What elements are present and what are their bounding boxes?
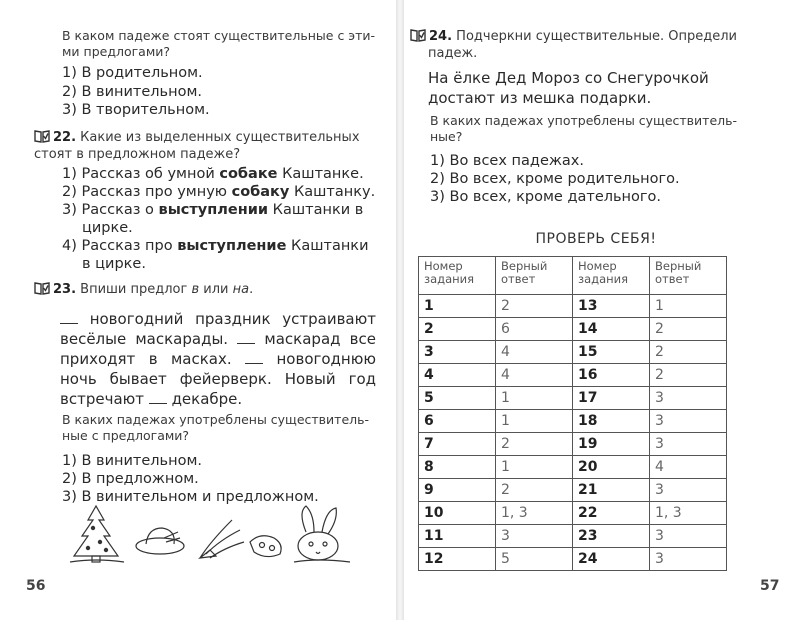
header-correct-answer: Верный ответ xyxy=(496,257,573,295)
option-continuation: цирке. xyxy=(82,220,133,236)
option-text: 3) Рассказ о xyxy=(62,202,159,218)
task-24-sentence-line: достают из мешка подарки. xyxy=(428,89,652,107)
task-24-question-line: ные? xyxy=(430,129,463,144)
task-number-cell: 20 xyxy=(573,456,650,479)
answer-cell: 4 xyxy=(496,364,573,387)
table-row xyxy=(419,295,727,318)
table-row xyxy=(419,525,727,548)
table-row xyxy=(419,364,727,387)
answer-cell: 2 xyxy=(496,479,573,502)
answer-cell: 3 xyxy=(650,433,727,456)
task-24-number: 24. xyxy=(429,29,453,44)
highlighted-noun: выступлении xyxy=(158,202,269,218)
task-number-cell: 19 xyxy=(573,433,650,456)
table-row xyxy=(419,456,727,479)
right-page xyxy=(404,0,800,620)
task-number-cell: 22 xyxy=(573,502,650,525)
answer-cell: 4 xyxy=(650,456,727,479)
task-number-cell: 23 xyxy=(573,525,650,548)
table-row xyxy=(419,548,727,571)
task-23-question xyxy=(62,412,384,444)
answer-cell: 2 xyxy=(496,295,573,318)
task-23-instruction: или xyxy=(199,282,233,297)
hat-icon xyxy=(136,528,184,554)
answer-cell: 1 xyxy=(496,387,573,410)
intro-option: 3) В творительном. xyxy=(62,102,210,118)
task-24-instruction: Подчеркни существительные. Определи xyxy=(456,29,737,44)
task-22-question-line: Какие из выделенных существительных xyxy=(80,130,360,145)
left-page xyxy=(0,0,396,620)
task-22-option xyxy=(62,237,382,255)
page-number-left: 56 xyxy=(26,578,46,594)
blank-line xyxy=(149,390,167,404)
task-24-header xyxy=(410,28,794,45)
answer-cell: 2 xyxy=(650,341,727,364)
task-22-header xyxy=(34,129,384,146)
christmas-tree-icon xyxy=(70,506,124,562)
answer-cell: 5 xyxy=(496,548,573,571)
task-23-options xyxy=(62,452,319,506)
task-23-sentence: новогоднюю ночь бывает фейерверк. Новый год встречают xyxy=(60,350,376,408)
task-23-instruction: Впиши предлог xyxy=(80,282,192,297)
page-number-right: 57 xyxy=(760,578,780,594)
blank-line xyxy=(60,310,78,324)
book-check-icon xyxy=(34,129,50,143)
option-text: 1) Рассказ об умной xyxy=(62,166,220,182)
highlighted-noun: собаке xyxy=(219,166,278,182)
answer-cell: 6 xyxy=(496,318,573,341)
answers-table xyxy=(418,256,727,571)
blank-line xyxy=(245,350,263,364)
answer-cell: 3 xyxy=(650,548,727,571)
task-number-cell: 16 xyxy=(573,364,650,387)
book-check-icon xyxy=(34,281,50,295)
option-text: 4) Рассказ про xyxy=(62,238,178,254)
answer-cell: 1, 3 xyxy=(496,502,573,525)
preposition-v: в xyxy=(191,282,200,297)
answer-cell: 2 xyxy=(650,318,727,341)
task-number-cell: 4 xyxy=(419,364,496,387)
task-23-instruction: . xyxy=(249,282,254,297)
blank-line xyxy=(237,330,255,344)
task-24-question-line: В каких падежах употреблены существитель- xyxy=(430,113,738,128)
book-gutter xyxy=(396,0,404,620)
option-text: Каштанке. xyxy=(277,166,364,182)
highlighted-noun: выступление xyxy=(177,238,287,254)
answer-cell: 1 xyxy=(496,410,573,433)
task-23-sentence: декабре. xyxy=(171,390,243,408)
answer-cell: 1, 3 xyxy=(650,502,727,525)
task-number-cell: 17 xyxy=(573,387,650,410)
task-number-cell: 24 xyxy=(573,548,650,571)
intro-question xyxy=(62,28,384,60)
task-23-option: 2) В предложном. xyxy=(62,471,199,487)
table-row xyxy=(419,433,727,456)
task-number-cell: 12 xyxy=(419,548,496,571)
task-23-number: 23. xyxy=(53,282,77,297)
task-number-cell: 21 xyxy=(573,479,650,502)
table-row xyxy=(419,479,727,502)
task-24-question xyxy=(430,113,780,145)
task-number-cell: 18 xyxy=(573,410,650,433)
preposition-na: на xyxy=(232,282,250,297)
task-23-question-line: В каких падежах употреблены существитель- xyxy=(62,412,370,427)
table-row xyxy=(419,387,727,410)
task-23-text xyxy=(60,309,376,409)
task-number-cell: 7 xyxy=(419,433,496,456)
answer-cell: 2 xyxy=(496,433,573,456)
intro-option: 2) В винительном. xyxy=(62,83,203,100)
task-24-sentence-line: На ёлке Дед Мороз со Снегурочкой xyxy=(428,69,709,87)
task-23-question-line: ные с предлогами? xyxy=(62,428,190,443)
answer-cell: 1 xyxy=(496,456,573,479)
task-22-option xyxy=(62,165,382,183)
task-number-cell: 6 xyxy=(419,410,496,433)
task-24-instruction: падеж. xyxy=(428,46,478,61)
answer-cell: 3 xyxy=(496,525,573,548)
book-check-icon xyxy=(410,28,426,42)
task-24-option: 1) Во всех падежах. xyxy=(430,153,584,169)
intro-question-line: ми предлогами? xyxy=(62,44,171,59)
option-text: Каштанки xyxy=(286,238,369,254)
header-task-number: Номер задания xyxy=(419,257,496,295)
decorative-illustrations xyxy=(60,502,360,566)
task-24-option: 3) Во всех, кроме дательного. xyxy=(430,189,662,205)
table-row xyxy=(419,502,727,525)
task-number-cell: 13 xyxy=(573,295,650,318)
task-number-cell: 10 xyxy=(419,502,496,525)
intro-options xyxy=(62,64,210,120)
task-number-cell: 2 xyxy=(419,318,496,341)
task-22-number: 22. xyxy=(53,130,77,145)
option-text: 2) Рассказ про умную xyxy=(62,184,232,200)
task-22-question-line: стоят в предложном падеже? xyxy=(34,147,241,162)
intro-question-line: В каком падеже стоят существительные с эти- xyxy=(62,28,376,43)
task-number-cell: 3 xyxy=(419,341,496,364)
highlighted-noun: собаку xyxy=(231,184,290,200)
feather-mask-icon xyxy=(200,520,244,558)
header-task-number: Номер задания xyxy=(573,257,650,295)
header-correct-answer: Верный ответ xyxy=(650,257,727,295)
task-number-cell: 11 xyxy=(419,525,496,548)
table-header-row xyxy=(419,257,727,295)
answer-cell: 4 xyxy=(496,341,573,364)
task-number-cell: 15 xyxy=(573,341,650,364)
intro-option: 1) В родительном. xyxy=(62,65,203,81)
answer-cell: 3 xyxy=(650,387,727,410)
table-row xyxy=(419,341,727,364)
table-row xyxy=(419,318,727,341)
answer-cell: 2 xyxy=(650,364,727,387)
answer-cell: 3 xyxy=(650,479,727,502)
task-number-cell: 1 xyxy=(419,295,496,318)
task-23-sentence: новогодний праздник устраивают весёлые маскарады. xyxy=(60,310,376,348)
table-row xyxy=(419,410,727,433)
option-text: Каштанки в xyxy=(268,202,364,218)
task-22-option xyxy=(62,201,382,219)
answer-cell: 1 xyxy=(650,295,727,318)
task-number-cell: 5 xyxy=(419,387,496,410)
option-text: Каштанку. xyxy=(289,184,376,200)
task-number-cell: 14 xyxy=(573,318,650,341)
answer-cell: 3 xyxy=(650,410,727,433)
task-24-options xyxy=(430,152,680,206)
task-24-sentence xyxy=(428,68,778,108)
task-number-cell: 8 xyxy=(419,456,496,479)
task-23-option: 1) В винительном. xyxy=(62,453,203,469)
task-23-option: 3) В винительном и предложном. xyxy=(62,489,319,505)
answer-cell: 3 xyxy=(650,525,727,548)
task-22-option xyxy=(62,183,382,201)
task-23-header xyxy=(34,281,253,298)
bunny-mask-icon xyxy=(294,506,350,562)
task-24-option: 2) Во всех, кроме родительного. xyxy=(430,171,680,187)
mask-icon xyxy=(250,536,281,557)
task-22-options xyxy=(62,165,382,273)
task-number-cell: 9 xyxy=(419,479,496,502)
task-23-sentence: маскарад все приходят в масках. xyxy=(60,330,376,368)
check-yourself-title: ПРОВЕРЬ СЕБЯ! xyxy=(535,231,657,247)
option-continuation: в цирке. xyxy=(82,256,146,272)
